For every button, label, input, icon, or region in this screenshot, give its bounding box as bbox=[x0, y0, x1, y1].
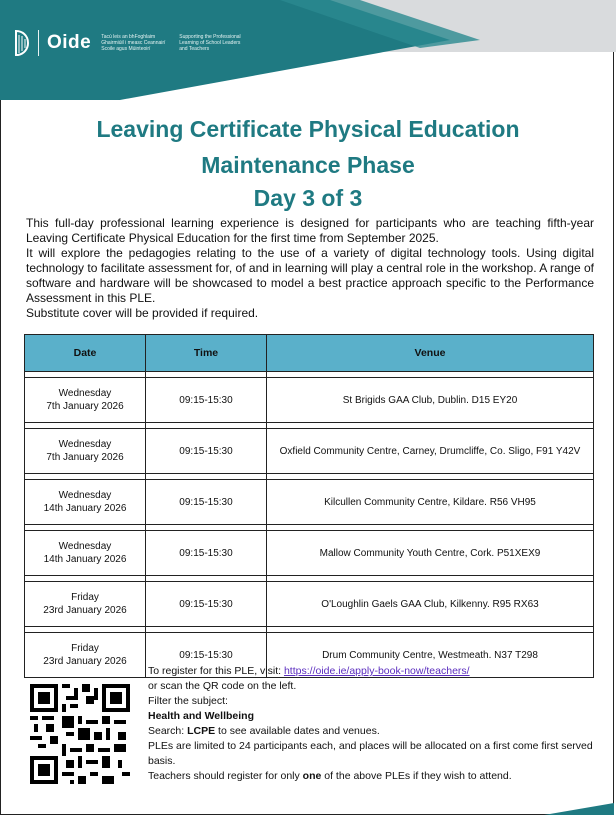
title-line-2: Maintenance Phase bbox=[201, 152, 415, 178]
cell-venue: O'Loughlin Gaels GAA Club, Kilkenny. R95 RX63 bbox=[267, 582, 594, 627]
schedule-table bbox=[24, 334, 594, 678]
cell-date-text: 23rd January 2026 bbox=[43, 605, 127, 616]
table-row bbox=[25, 378, 594, 423]
cell-date-text: 23rd January 2026 bbox=[43, 656, 127, 667]
cell-venue: Drum Community Centre, Westmeath. N37 T298 bbox=[267, 633, 594, 678]
cell-time: 09:15-15:30 bbox=[146, 531, 267, 576]
cell-date bbox=[25, 582, 146, 627]
title-line-1: Leaving Certificate Physical Education bbox=[96, 116, 520, 142]
table-row bbox=[25, 480, 594, 525]
cell-date-text: 14th January 2026 bbox=[43, 503, 127, 514]
cell-time: 09:15-15:30 bbox=[146, 633, 267, 678]
header-date: Date bbox=[25, 335, 146, 372]
register-once-bold: one bbox=[302, 770, 322, 782]
cell-venue: Oxfield Community Centre, Carney, Drumcliffe, Co. Sligo, F91 Y42V bbox=[267, 429, 594, 474]
register-prefix: To register for this PLE, visit: bbox=[148, 665, 284, 677]
intro-paragraph-2: It will explore the pedagogies relating to the use of a variety of digital technology tools. Using digital technology to facilitate assessment for, of and in learning will play a central role in the workshop. A range of software and hardware will be showcased to model a best practice approach specific to the Performance Assessment in this PLE. bbox=[26, 246, 594, 305]
header-time: Time bbox=[146, 335, 267, 372]
search-term: LCPE bbox=[187, 725, 216, 737]
subject-bold: Health and Wellbeing bbox=[148, 710, 254, 722]
logo-divider bbox=[38, 30, 39, 56]
cell-day: Friday bbox=[71, 643, 99, 654]
table-row bbox=[25, 531, 594, 576]
tagline-english: Supporting the Professional Learning of School Leaders and Teachers bbox=[179, 34, 241, 52]
cell-day: Friday bbox=[71, 592, 99, 603]
cell-venue: Mallow Community Youth Centre, Cork. P51XEX9 bbox=[267, 531, 594, 576]
cell-date-text: 7th January 2026 bbox=[46, 452, 124, 463]
cell-day: Wednesday bbox=[58, 388, 112, 399]
cell-date bbox=[25, 480, 146, 525]
register-link[interactable]: https://oide.ie/apply-book-now/teachers/ bbox=[283, 665, 470, 677]
cell-date-text: 14th January 2026 bbox=[43, 554, 127, 565]
cell-time: 09:15-15:30 bbox=[146, 582, 267, 627]
cell-time: 09:15-15:30 bbox=[146, 378, 267, 423]
cell-date bbox=[25, 633, 146, 678]
search-prefix: Search: bbox=[148, 725, 188, 737]
cell-date bbox=[25, 531, 146, 576]
logo-text: Oide bbox=[47, 32, 92, 53]
register-line bbox=[148, 664, 598, 679]
tagline-irish: Tacú leis an bhFoghlaim Ghairmiúil i measc Ceannairí Scoile agus Múinteoirí bbox=[101, 34, 166, 52]
qr-instruction: or scan the QR code on the left. bbox=[148, 680, 297, 692]
subject-name bbox=[148, 709, 598, 724]
harp-icon bbox=[12, 29, 32, 57]
cell-day: Wednesday bbox=[58, 439, 112, 450]
qr-code[interactable] bbox=[30, 684, 130, 784]
registration-info bbox=[148, 664, 598, 784]
cell-time: 09:15-15:30 bbox=[146, 480, 267, 525]
intro-text bbox=[26, 216, 594, 321]
header-venue: Venue bbox=[267, 335, 594, 372]
cell-date bbox=[25, 378, 146, 423]
table-header-row bbox=[25, 335, 594, 372]
register-once-prefix: Teachers should register for only bbox=[148, 770, 303, 782]
search-suffix: to see available dates and venues. bbox=[215, 725, 380, 737]
register-once-suffix: of the above PLEs if they wish to attend. bbox=[321, 770, 512, 782]
table-row bbox=[25, 429, 594, 474]
footer-teal-corner bbox=[544, 803, 614, 815]
cell-venue: St Brigids GAA Club, Dublin. D15 EY20 bbox=[267, 378, 594, 423]
register-once-notice bbox=[148, 769, 598, 784]
oide-logo[interactable] bbox=[12, 28, 249, 58]
filter-instruction: Filter the subject: bbox=[148, 695, 228, 707]
cell-date bbox=[25, 429, 146, 474]
cell-time: 09:15-15:30 bbox=[146, 429, 267, 474]
search-instruction bbox=[148, 724, 598, 739]
cell-date-text: 7th January 2026 bbox=[46, 401, 124, 412]
cell-day: Wednesday bbox=[58, 541, 112, 552]
limit-notice: PLEs are limited to 24 participants each, and places will be allocated on a first come first served basis. bbox=[148, 740, 593, 767]
title-line-3: Day 3 of 3 bbox=[253, 185, 363, 211]
intro-paragraph-1: This full-day professional learning experience is designed for participants who are teaching fifth-year Leaving Certificate Physical Education for the first time from September 2025. bbox=[26, 216, 594, 245]
cell-venue: Kilcullen Community Centre, Kildare. R56 VH95 bbox=[267, 480, 594, 525]
cell-day: Wednesday bbox=[58, 490, 112, 501]
table-row bbox=[25, 582, 594, 627]
intro-paragraph-3: Substitute cover will be provided if required. bbox=[26, 306, 259, 320]
